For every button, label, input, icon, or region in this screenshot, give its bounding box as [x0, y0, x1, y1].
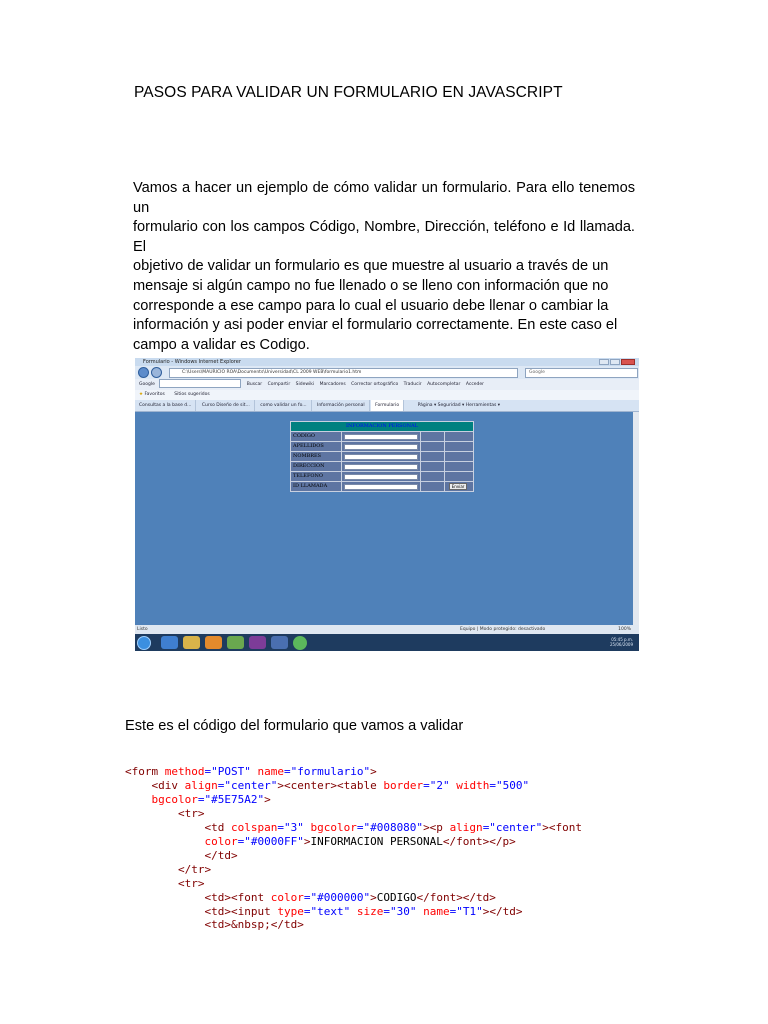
google-toolbar	[135, 379, 639, 390]
code-token: INFORMACION PERSONAL	[310, 834, 443, 848]
code-token: <td><font	[204, 890, 271, 904]
code-token: ="T1"	[449, 904, 483, 918]
taskbar	[135, 634, 639, 651]
code-token: ="30"	[383, 904, 424, 918]
code-token: <div	[151, 778, 185, 792]
field-label-apellidos: APELLIDOS	[291, 442, 342, 452]
code-intro-text: Este es el código del formulario que vamos a validar	[125, 718, 464, 734]
code-token: ="2"	[423, 778, 457, 792]
code-line	[125, 891, 496, 904]
code-token: align	[449, 820, 483, 834]
field-label-id-llamada: ID LLAMADA	[291, 482, 342, 492]
address-input[interactable]: C:\Users\MAURICIO ROA\Documents\Universidad\CL 2009 WEB\formulario1.htm	[169, 368, 518, 378]
google-button[interactable]: Acceder	[465, 382, 485, 387]
tab-4[interactable]: Información personal	[313, 400, 370, 411]
google-button[interactable]: Sidewiki	[295, 382, 315, 387]
code-token: </tr>	[177, 862, 212, 876]
code-line	[125, 765, 377, 778]
code-line	[125, 877, 204, 890]
code-line	[125, 835, 516, 848]
system-tray-clock	[610, 637, 633, 647]
zoom-level[interactable]: 100%	[618, 627, 631, 632]
app-taskbar-icon[interactable]	[271, 636, 288, 649]
telefono-input[interactable]	[344, 474, 418, 480]
code-token	[125, 905, 204, 918]
tab-bar	[135, 400, 639, 412]
code-line	[125, 863, 211, 876]
code-token: bgcolor	[151, 792, 198, 806]
code-token	[125, 891, 204, 904]
code-token: border	[383, 778, 424, 792]
paragraph-line: mensaje si algún campo no fue llenado o se lleno con información que no	[133, 277, 609, 294]
suggested-sites-link[interactable]: Sitios sugeridos	[174, 392, 210, 397]
code-token: width	[456, 778, 490, 792]
code-token: </font></td>	[416, 890, 496, 904]
window-titlebar	[135, 358, 639, 366]
document-title: PASOS PARA VALIDAR UN FORMULARIO EN JAVASCRIPT	[134, 84, 563, 101]
direccion-input[interactable]	[344, 464, 418, 470]
google-logo: Google	[139, 382, 155, 387]
personal-info-form	[290, 421, 474, 492]
code-token: <tr>	[177, 876, 205, 890]
field-label-nombres: NOMBRES	[291, 452, 342, 462]
field-label-direccion: DIRECCION	[291, 462, 342, 472]
code-token	[125, 849, 204, 862]
paragraph-line: corresponde a ese campo para lo cual el usuario debe llenar o cambiar la	[133, 297, 609, 314]
ie-taskbar-icon[interactable]	[161, 636, 178, 649]
google-button[interactable]: Compartir	[267, 382, 291, 387]
paragraph-line: campo a validar es Codigo.	[133, 336, 310, 353]
code-token: </td>	[204, 848, 238, 862]
back-button-icon[interactable]	[138, 367, 149, 378]
code-token: </font></p>	[442, 834, 516, 848]
intro-paragraph	[133, 179, 635, 355]
submit-button[interactable]: Enviar	[449, 483, 467, 490]
code-token: align	[184, 778, 218, 792]
tab-2[interactable]: Curso Diseño de sit...	[198, 400, 255, 411]
code-token: <td>&nbsp;</td>	[204, 918, 304, 932]
forward-button-icon[interactable]	[151, 367, 162, 378]
code-token	[125, 835, 204, 848]
paragraph-line: formulario con los campos Código, Nombre, Dirección, teléfono e Id llamada. El	[133, 219, 635, 255]
google-search-input[interactable]	[159, 379, 241, 388]
code-line	[125, 793, 271, 806]
code-token: ="#008080"	[356, 820, 424, 834]
code-token: type	[277, 904, 304, 918]
code-token: ="3"	[277, 820, 311, 834]
code-token: <form	[125, 765, 165, 778]
star-icon: ★	[139, 392, 144, 397]
code-token: method	[164, 765, 205, 778]
tab-5[interactable]: Formulario	[371, 400, 404, 411]
code-token: >	[370, 765, 377, 778]
field-label-codigo: CODIGO	[291, 432, 342, 442]
google-button[interactable]: Traducir	[403, 382, 422, 387]
maximize-icon[interactable]	[610, 359, 620, 365]
code-line	[125, 779, 529, 792]
address-bar-row	[135, 366, 639, 379]
code-token	[125, 821, 204, 834]
code-token: ="#000000"	[303, 890, 371, 904]
code-token	[125, 793, 152, 806]
clock-time: 05:45 p.m.	[611, 637, 633, 642]
code-token	[125, 877, 178, 890]
code-listing	[125, 765, 582, 932]
code-token: ="text"	[303, 904, 357, 918]
code-token: ="#5E75A2"	[197, 792, 265, 806]
code-token: <td><input	[204, 904, 278, 918]
code-token: color	[204, 834, 238, 848]
app-taskbar-icon[interactable]	[293, 636, 307, 650]
code-token: ="POST"	[204, 765, 258, 778]
code-token: bgcolor	[310, 820, 357, 834]
code-token: ="formulario"	[283, 765, 371, 778]
favorites-button[interactable]: Favoritos	[144, 392, 165, 397]
command-menu[interactable]: Página ▾ Seguridad ▾ Herramientas ▾	[417, 403, 501, 408]
clock-date: 25/06/2009	[609, 642, 633, 647]
code-token: name	[423, 904, 450, 918]
tab-1[interactable]: Consultas a la base d...	[135, 400, 196, 411]
code-token: ><center><table	[277, 778, 384, 792]
favorites-bar	[135, 390, 639, 400]
code-token: color	[270, 890, 304, 904]
code-token: ="center"	[482, 820, 543, 834]
code-token: ></td>	[482, 904, 523, 918]
code-token: ><p	[423, 820, 450, 834]
code-token	[125, 918, 204, 931]
code-line	[125, 821, 582, 834]
app-taskbar-icon[interactable]	[249, 636, 266, 649]
paragraph-line: Vamos a hacer un ejemplo de cómo validar un formulario. Para ello tenemos un	[133, 180, 635, 216]
code-token	[125, 807, 178, 820]
code-token: ="#0000FF"	[237, 834, 304, 848]
window-title: Formulario - Windows Internet Explorer	[143, 359, 241, 365]
form-header: INFORMACION PERSONAL	[291, 422, 474, 432]
codigo-input[interactable]	[344, 434, 418, 440]
close-icon[interactable]	[621, 359, 635, 365]
code-token: <td	[204, 820, 231, 834]
start-button-icon[interactable]	[137, 636, 151, 650]
code-token: name	[257, 765, 284, 778]
search-input[interactable]: Google	[525, 368, 638, 378]
apellidos-input[interactable]	[344, 444, 418, 450]
app-taskbar-icon[interactable]	[227, 636, 244, 649]
code-token: ="500"	[489, 778, 530, 792]
google-button[interactable]: Corrector ortográfico	[351, 382, 399, 387]
google-button[interactable]: Autocompletar	[427, 382, 461, 387]
code-token	[125, 779, 152, 792]
paragraph-line: objetivo de validar un formulario es que muestre al usuario a través de un	[133, 258, 609, 275]
nombres-input[interactable]	[344, 454, 418, 460]
browser-screenshot	[135, 358, 639, 651]
paragraph-line: información y asi poder enviar el formulario correctamente. En este caso el	[133, 317, 618, 334]
code-token: >	[370, 890, 377, 904]
code-line	[125, 807, 204, 820]
window-controls	[599, 359, 635, 365]
page-content	[135, 412, 633, 625]
status-text: Listo	[137, 627, 148, 632]
code-line	[125, 918, 304, 931]
code-token: ="center"	[217, 778, 278, 792]
code-token	[125, 863, 178, 876]
field-label-telefono: TELEFONO	[291, 472, 342, 482]
tab-3[interactable]: como validar un fo...	[256, 400, 311, 411]
code-line	[125, 849, 238, 862]
code-token: >	[303, 834, 311, 848]
code-token: CODIGO	[376, 890, 417, 904]
code-token: >	[264, 792, 271, 806]
zone-text: Equipo | Modo protegido: desactivado	[460, 627, 546, 632]
code-token: size	[356, 904, 384, 918]
code-line	[125, 905, 522, 918]
minimize-icon[interactable]	[599, 359, 609, 365]
code-token: colspan	[230, 820, 278, 834]
google-button[interactable]: Buscar	[246, 382, 263, 387]
google-button[interactable]: Marcadores	[319, 382, 346, 387]
status-bar	[135, 625, 639, 634]
vertical-scrollbar[interactable]	[633, 412, 639, 625]
media-taskbar-icon[interactable]	[205, 636, 222, 649]
id-llamada-input[interactable]	[344, 484, 418, 490]
code-token: ><font	[542, 820, 583, 834]
code-token: <tr>	[177, 806, 205, 820]
folder-taskbar-icon[interactable]	[183, 636, 200, 649]
